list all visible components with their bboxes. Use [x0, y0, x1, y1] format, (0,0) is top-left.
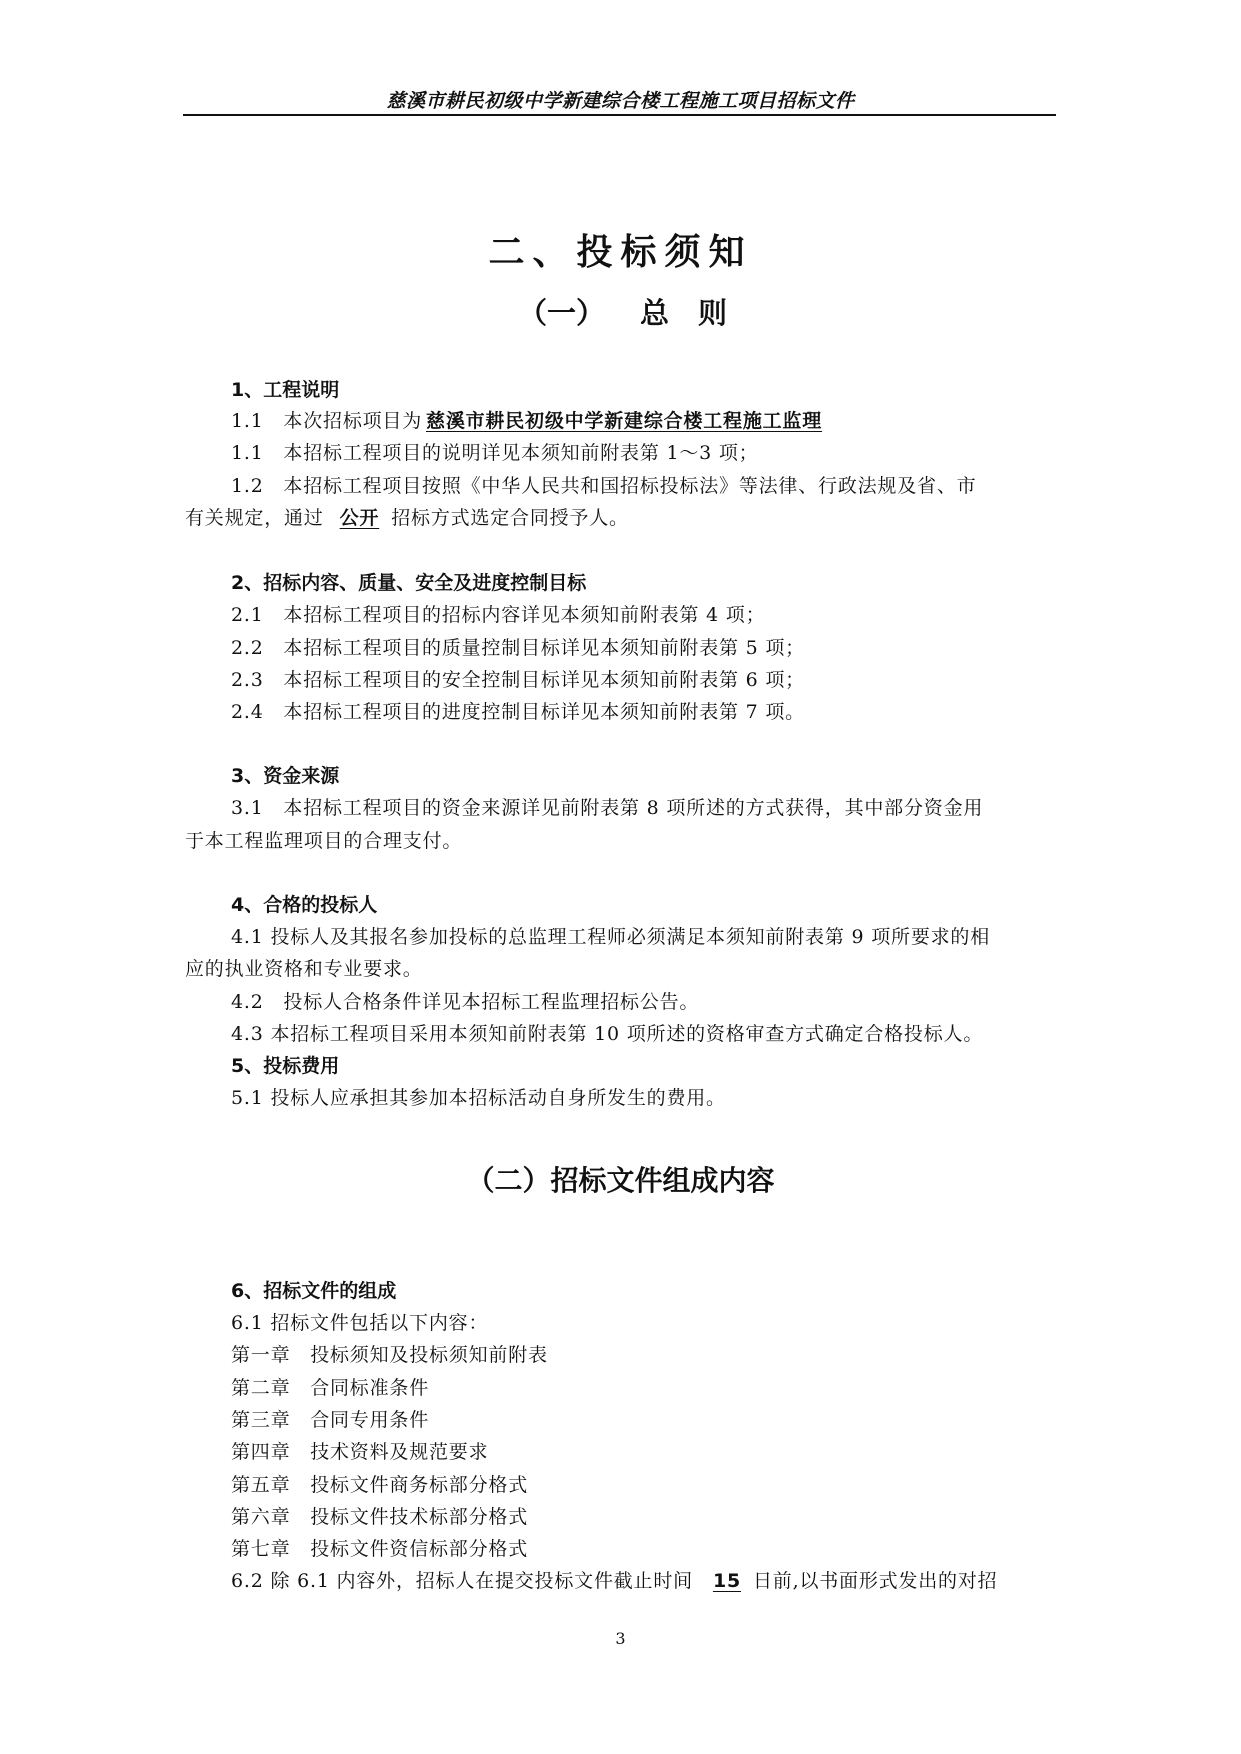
section-6-line-1: 6.1 招标文件包括以下内容：	[231, 1312, 489, 1334]
section-1-line-2: 1.1 本招标工程项目的说明详见本须知前附表第 1～3 项；	[231, 442, 759, 464]
section-6-title: 6、招标文件的组成	[231, 1280, 397, 1302]
chapter-list-item: 第五章 投标文件商务标部分格式	[231, 1474, 529, 1496]
section-1-line-3: 1.2 本招标工程项目按照《中华人民共和国招标投标法》等法律、行政法规及省、市	[231, 475, 977, 497]
tender-method-value: 公开	[339, 507, 380, 529]
chapter-list-item: 第一章 投标须知及投标须知前附表	[231, 1344, 548, 1366]
chapter-list-item: 第四章 技术资料及规范要求	[231, 1441, 489, 1463]
chapter-list-item: 第六章 投标文件技术标部分格式	[231, 1506, 529, 1528]
section-2-line-3: 2.3 本招标工程项目的安全控制目标详见本须知前附表第 6 项；	[231, 669, 805, 691]
page-title: 二、投标须知	[488, 232, 753, 273]
running-header: 慈溪市耕民初级中学新建综合楼工程施工项目招标文件	[386, 90, 855, 112]
project-name-value: 慈溪市耕民初级中学新建综合楼工程施工监理	[426, 410, 823, 432]
section-3-line-1: 3.1 本招标工程项目的资金来源详见前附表第 8 项所述的方式获得，其中部分资金用	[231, 797, 984, 819]
section-6-line-2-suffix: 日前,以书面形式发出的对招	[753, 1570, 998, 1592]
chapter-list-item: 第二章 合同标准条件	[231, 1377, 430, 1399]
section-4-title: 4、合格的投标人	[231, 894, 378, 916]
part-2-title: （二）招标文件组成内容	[466, 1164, 775, 1197]
section-1-line-4	[185, 503, 629, 530]
section-1-line-4-suffix: 招标方式选定合同授予人。	[391, 507, 629, 529]
subsection-title: 总 则	[640, 296, 728, 330]
section-5-line-1: 5.1 投标人应承担其参加本招标活动自身所发生的费用。	[231, 1087, 726, 1109]
section-2-line-1: 2.1 本招标工程项目的招标内容详见本须知前附表第 4 项；	[231, 604, 766, 626]
section-2-line-4: 2.4 本招标工程项目的进度控制目标详见本须知前附表第 7 项。	[231, 701, 805, 723]
section-3-line-2: 于本工程监理项目的合理支付。	[185, 830, 463, 852]
page-number: 3	[615, 1629, 626, 1648]
section-4-line-4: 4.3 本招标工程项目采用本须知前附表第 10 项所述的资格审查方式确定合格投标人。	[231, 1023, 984, 1045]
section-4-line-3: 4.2 投标人合格条件详见本招标工程监理招标公告。	[231, 991, 700, 1013]
section-1-line-1	[231, 406, 832, 433]
section-6-line-2-prefix: 6.2 除 6.1 内容外，招标人在提交投标文件截止时间	[231, 1570, 693, 1592]
section-5-title: 5、投标费用	[231, 1055, 340, 1077]
header-divider	[183, 114, 1056, 116]
section-3-title: 3、资金来源	[231, 765, 340, 787]
section-4-line-2: 应的执业资格和专业要求。	[185, 958, 423, 980]
section-6-line-2	[231, 1566, 997, 1593]
chapter-list-item: 第七章 投标文件资信标部分格式	[231, 1538, 529, 1560]
section-2-title: 2、招标内容、质量、安全及进度控制目标	[231, 572, 587, 594]
subsection-number: （一）	[518, 296, 606, 330]
section-1-title: 1、工程说明	[231, 379, 340, 401]
section-2-line-2: 2.2 本招标工程项目的质量控制目标详见本须知前附表第 5 项；	[231, 637, 805, 659]
section-1-line-1-prefix: 1.1 本次招标项目为	[231, 410, 423, 432]
chapter-list-item: 第三章 合同专用条件	[231, 1409, 430, 1431]
section-1-line-4-prefix: 有关规定，通过	[185, 507, 324, 529]
section-4-line-1: 4.1 投标人及其报名参加投标的总监理工程师必须满足本须知前附表第 9 项所要求的相	[231, 926, 991, 948]
days-value: 15	[712, 1570, 741, 1592]
